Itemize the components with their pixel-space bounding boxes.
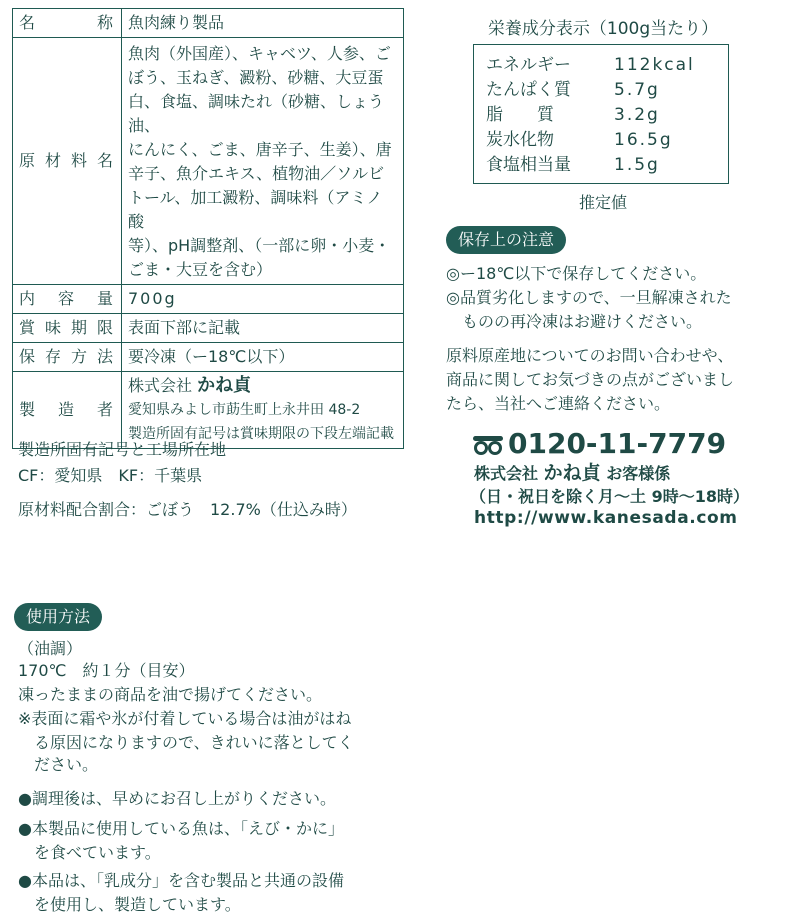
label-row-name	[13, 9, 404, 38]
label-head-best-before: 賞味期限	[13, 314, 122, 343]
usage-line: （油調）	[18, 639, 83, 658]
nutrient-value: 16.5g	[614, 130, 673, 150]
label-row-manufacturer	[13, 372, 404, 449]
label-row-capacity	[13, 285, 404, 314]
label-row-storage-method	[13, 343, 404, 372]
nutrient-name: 食塩相当量	[486, 155, 571, 175]
ingredients-line: 魚肉（外国産）、キャベツ、人参、ご	[128, 44, 391, 63]
inquiry-line: たら、当社へご連絡ください。	[446, 394, 671, 413]
label-value-name: 魚肉練り製品	[122, 9, 404, 38]
manufacturer-company	[128, 374, 397, 398]
business-hours: （日・祝日を除く月〜土 9時〜18時）	[470, 487, 749, 506]
factory-heading: 製造所固有記号と工場所在地	[18, 440, 227, 459]
nutrition-row	[486, 78, 660, 102]
ingredient-ratio: 原材料配合割合：ごぼう 12.7%（仕込み時）	[18, 500, 357, 519]
label-value-storage-method: 要冷凍（ー18℃以下）	[122, 343, 404, 372]
nutrition-title: 栄養成分表示（100g当たり）	[487, 19, 719, 39]
storage-note-line: ものの再冷凍はお避けください。	[446, 312, 703, 331]
factory-locations: CF：愛知県 KF：千葉県	[18, 466, 203, 485]
nutrition-table	[473, 44, 729, 184]
ingredients-line: にんにく、ごま、唐辛子、生姜）、唐	[128, 140, 392, 159]
label-head-capacity: 内容量	[13, 285, 122, 314]
usage-line: ださい。	[18, 755, 99, 774]
nutrition-estimate-note: 推定値	[578, 193, 627, 212]
ingredients-line: 等）、pH調整剤、（一部に卵・小麦・	[128, 236, 391, 255]
nutrient-value: 112kcal	[614, 55, 695, 75]
nutrition-row	[486, 153, 660, 177]
storage-note-line: ◎ー18℃以下で保存してください。	[446, 264, 707, 283]
usage-line: ※表面に霜や氷が付着している場合は油がはね	[18, 709, 352, 728]
label-value-manufacturer	[122, 372, 404, 449]
inquiry-line: 原料原産地についてのお問い合わせや、	[446, 346, 734, 365]
free-dial-icon	[472, 435, 504, 455]
label-row-best-before	[13, 314, 404, 343]
manufacturer-code-note: 製造所固有記号は賞味期限の下段左端記載	[128, 426, 394, 442]
nutrient-value: 3.2g	[614, 105, 660, 125]
storage-note-line: ◎品質劣化しますので、一旦解凍された	[446, 288, 732, 307]
nutrient-name: たんぱく質	[486, 80, 571, 100]
ingredients-line: 白、食塩、調味たれ（砂糖、しょう油、	[128, 92, 385, 135]
usage-bullet: ●本品は、「乳成分」を含む製品と共通の設備	[18, 871, 344, 890]
nutrient-value: 1.5g	[614, 155, 660, 175]
usage-bullet: ●調理後は、早めにお召し上がりください。	[18, 789, 336, 808]
brand-logo-text: かね貞	[197, 375, 252, 396]
ingredients-line: トール、加工澱粉、調味料（アミノ酸	[128, 188, 383, 231]
usage-bullet-continued: を食べています。	[18, 843, 161, 862]
product-label-table	[12, 8, 404, 449]
label-head-name: 名称	[13, 9, 122, 38]
label-row-ingredients	[13, 38, 404, 285]
usage-bullet: ●本製品に使用している魚は、「えび・かに」	[18, 819, 344, 838]
inquiry-line: 商品に関してお気づきの点がございまし	[446, 370, 735, 389]
company-prefix: 株式会社	[474, 464, 539, 483]
brand-logo-text: かね貞	[543, 462, 601, 484]
usage-line: る原因になりますので、きれいに落としてく	[18, 733, 354, 752]
storage-notes-badge: 保存上の注意	[446, 226, 566, 254]
usage-line: 170℃ 約１分（目安）	[18, 661, 195, 680]
label-head-storage-method: 保存方法	[13, 343, 122, 372]
label-head-ingredients: 原材料名	[13, 38, 122, 285]
usage-bullet-continued: を使用し、製造しています。	[18, 895, 241, 914]
usage-badge: 使用方法	[14, 603, 102, 631]
contact-company	[474, 462, 670, 485]
nutrient-name: エネルギー	[486, 55, 571, 75]
customer-department: お客様係	[606, 464, 671, 483]
nutrient-name: 炭水化物	[486, 130, 554, 150]
ingredients-line: ごま・大豆を含む）	[128, 260, 273, 279]
company-prefix: 株式会社	[128, 376, 193, 395]
nutrition-row	[486, 53, 695, 77]
free-dial-number	[472, 428, 726, 460]
nutrient-name: 脂 質	[486, 105, 554, 125]
nutrition-row	[486, 103, 660, 127]
manufacturer-address: 愛知県みよし市莇生町上永井田 48-2	[128, 402, 361, 418]
ingredients-line: ぼう、玉ねぎ、澱粉、砂糖、大豆蛋	[128, 68, 384, 87]
nutrient-value: 5.7g	[614, 80, 660, 100]
nutrition-row	[486, 128, 673, 152]
label-value-ingredients	[122, 38, 404, 285]
label-value-best-before: 表面下部に記載	[122, 314, 404, 343]
company-url[interactable]: http://www.kanesada.com	[474, 508, 738, 528]
usage-line: 凍ったままの商品を油で揚げてください。	[18, 685, 323, 704]
label-head-manufacturer: 製造者	[13, 372, 122, 449]
label-value-capacity: 700g	[122, 285, 404, 314]
ingredients-line: 辛子、魚介エキス、植物油／ソルビ	[128, 164, 385, 183]
phone-number: 0120-11-7779	[508, 427, 727, 460]
